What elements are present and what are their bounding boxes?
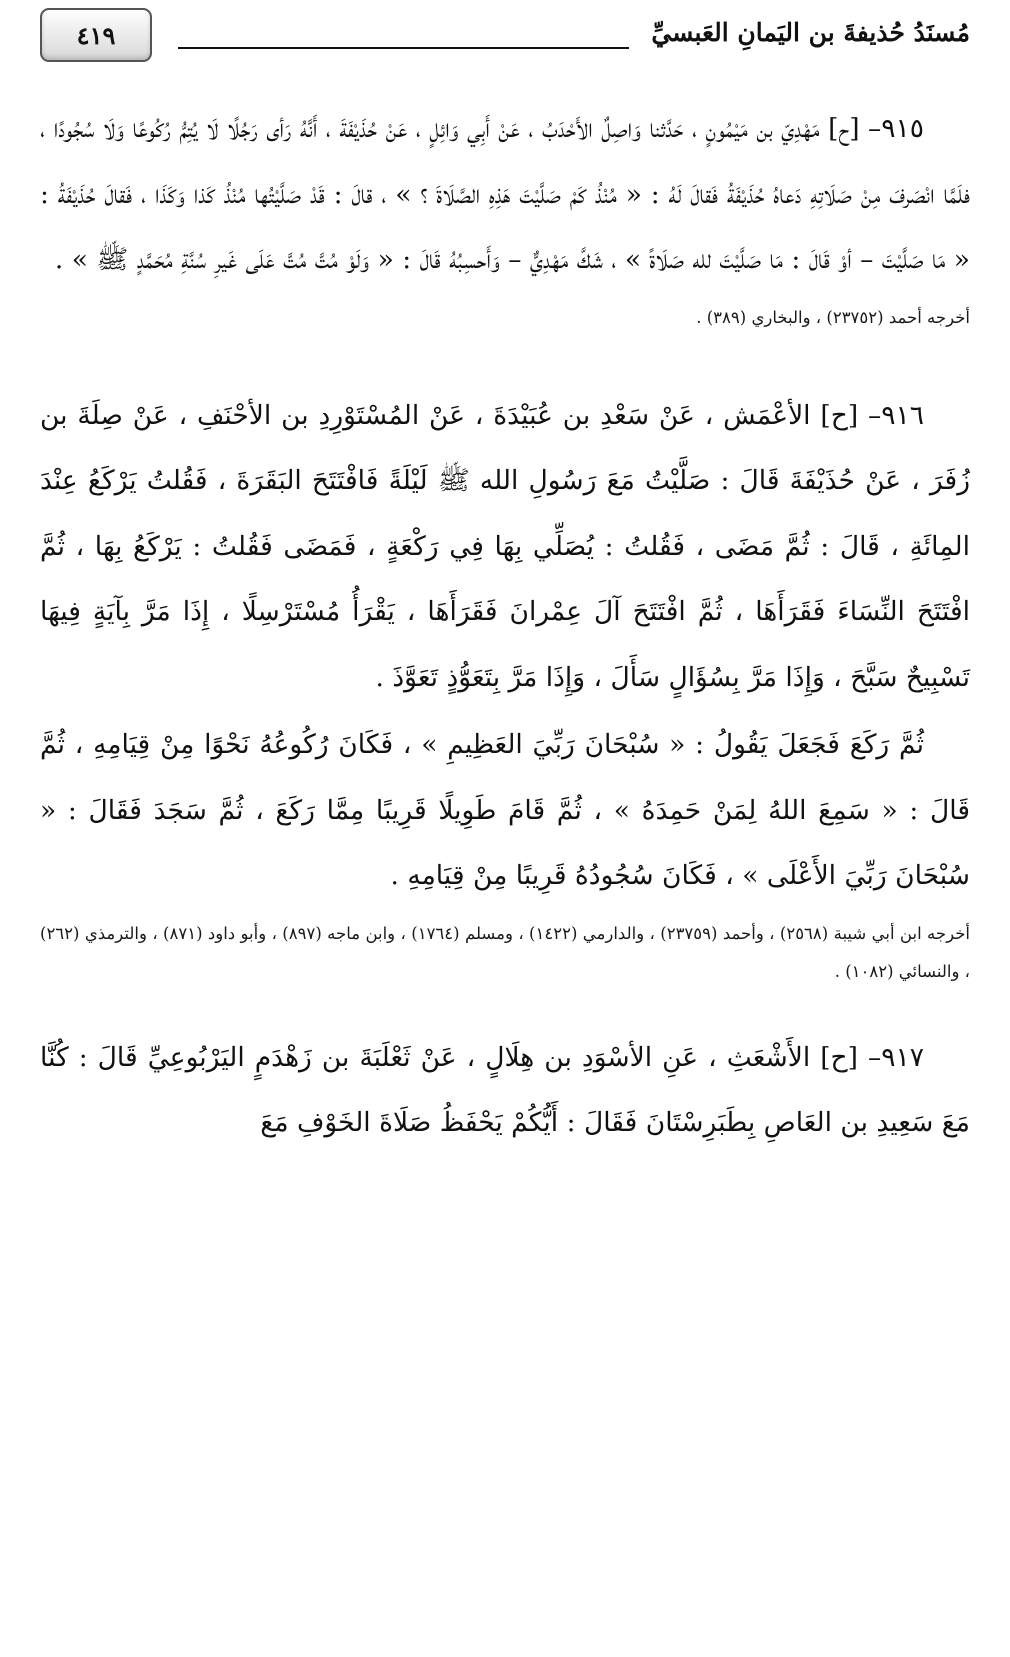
page-header xyxy=(40,10,970,68)
takhrij-916: أخرجه ابن أبي شيبة (٢٥٦٨) ، وأحمد (٢٣٧٥٩) ، والدارمي (١٤٢٢) ، ومسلم (١٧٦٤) ، وابن ماجه (٨٩٧) ، وأبو داود (٨٧١) ، والترمذي (٢٦٢) ، والنسائي (١٠٨٢) . xyxy=(40,923,970,981)
section-gap xyxy=(40,991,970,1025)
book-page xyxy=(40,0,970,1657)
page-number-badge xyxy=(40,8,152,62)
hadith-915: ٩١٥– [ح] مَهْدِيّ بن مَيْمُونٍ ، حَدَّثنا وَاصِلٌ الأَحْدَبُ ، عَنْ أَبِي وَائِلٍ ، عَنْ حُذَيْفَةَ ، أَنَّهُ رَأى رَجُلًا لَا يُتِمُّ رُكُوعًا وَلَا سُجُودًا ، فلَمَّا انْصَرفَ مِنْ صَلَاتِهِ دَعاهُ حُذَيْفَةُ فَقالَ لَهُ : « مُنْذُ كَمْ صَلَّيْتَ هَذِهِ الصَّلَاةَ ؟ » ، قالَ : قَدْ صَلَّيْتُها مُنْذُ كَذا وَكَذَا ، فَقالَ حُذَيْفَةُ : « مَا صَلَّيْتَ – أوْ قَالَ : مَا صَلَّيْتَ لله صَلَاةً » ، شَكَّ مَهْدِيٌّ – وَأَحسِبُهُ قَالَ : « وَلَوْ مُتَّ مُتَّ عَلَى غَيرِ سُنَّةِ مُحَمَّدٍ ﷺ » . xyxy=(40,113,970,275)
page-number: ٤١٩ xyxy=(76,20,116,50)
running-title: مُسنَدُ حُذيفةَ بن اليَمانِ العَبسيِّ xyxy=(651,17,970,47)
section-gap xyxy=(40,337,970,383)
header-rule xyxy=(178,47,629,49)
hadith-916-part-1: ٩١٦– [ح] الأعْمَش ، عَنْ سَعْدِ بن عُبَيْدَةَ ، عَنْ المُسْتَوْرِدِ بن الأحْنَفِ ، عَنْ صِلَةَ بن زُفَرَ ، عَنْ حُذَيْفَةَ قَالَ : صَلَّيْتُ مَعَ رَسُولِ الله ﷺ لَيْلَةً فَافْتَتَحَ البَقَرَةَ ، فَقُلتُ يَرْكَعُ عِنْدَ المِائَةِ ، قَالَ : ثُمَّ مَضَى ، فَقُلتُ : يُصَلِّي بِهَا فِي رَكْعَةٍ ، فَمَضَى فَقُلتُ : يَرْكَعُ بِهَا ، ثُمَّ افْتَتَحَ النِّسَاءَ فَقَرَأَهَا ، ثُمَّ افْتَتَحَ آلَ عِمْرانَ فَقَرَأَهَا ، يَقْرَأُ مُسْتَرْسِلًا ، إِذَا مَرَّ بِآيَةٍ فِيهَا تَسْبِيحٌ سَبَّحَ ، وَإِذَا مَرَّ بِسُؤَالٍ سَأَلَ ، وَإِذَا مَرَّ بِتَعَوُّذٍ تَعَوَّذَ . xyxy=(40,399,970,693)
hadith-917: ٩١٧– [ح] الأَشْعَثِ ، عَنِ الأسْوَدِ بن هِلَالٍ ، عَنْ ثَعْلَبَةَ بن زَهْدَمٍ اليَرْبُوعِيِّ قَالَ : كُنَّا مَعَ سَعِيدِ بن العَاصِ بِطَبَرِسْتَانَ فَقَالَ : أَيُّكُمْ يَحْفَظُ صَلَاةَ الخَوْفِ مَعَ xyxy=(40,1041,970,1138)
hadith-916-part-2: ثُمَّ رَكَعَ فَجَعَلَ يَقُولُ : « سُبْحَانَ رَبِّيَ العَظِيمِ » ، فَكَانَ رُكُوعُهُ نَحْوًا مِنْ قِيَامِهِ ، ثُمَّ قَالَ : « سَمِعَ اللهُ لِمَنْ حَمِدَهُ » ، ثُمَّ قَامَ طَوِيلًا قَرِيبًا مِمَّا رَكَعَ ، ثُمَّ سَجَدَ فَقَالَ : « سُبْحَانَ رَبِّيَ الأَعْلَى » ، فَكَانَ سُجُودُهُ قَرِيبًا مِنْ قِيَامِهِ . xyxy=(40,729,970,891)
page-content xyxy=(40,96,970,1156)
takhrij-915: أخرجه أحمد (٢٣٧٥٢) ، والبخاري (٣٨٩) . xyxy=(696,307,970,327)
